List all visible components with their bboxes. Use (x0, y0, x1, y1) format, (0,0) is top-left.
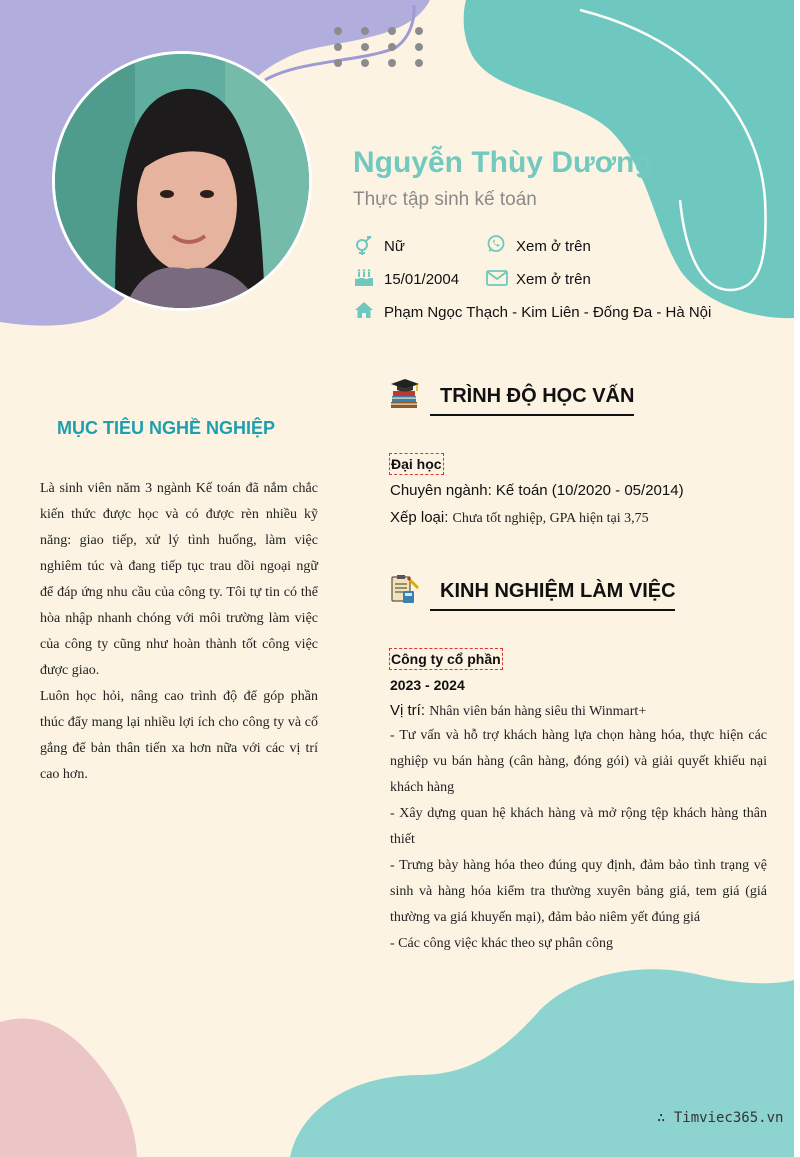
envelope-icon (486, 270, 508, 286)
education-title-underline (430, 414, 634, 416)
candidate-name: Nguyễn Thùy Dương (353, 146, 653, 179)
teal-bottom-blob (290, 969, 794, 1157)
objective-paragraph: Là sinh viên năm 3 ngành Kế toán đã nắm chắc kiến thức được học và có được rèn nhiều kỹ năng: giao tiếp, xử lý tình huống, làm việc nghiêm túc và đang tiếp tục trau dồi ngoại ngữ để đáp ứng nhu cầu của công ty. Tôi tự tin có thể hòa nhập nhanh chóng với môi trường làm việc của công ty cũng như hoàn thành tốt công việc được giao. (40, 481, 318, 678)
objective-title: MỤC TIÊU NGHỀ NGHIỆP (57, 418, 276, 438)
experience-position (390, 702, 646, 720)
experience-company: Công ty cổ phần (389, 648, 503, 670)
birthday-value: 15/01/2004 (384, 271, 460, 288)
objective-paragraph: Luôn học hỏi, nâng cao trình độ để góp phần thúc đẩy mang lại nhiều lợi ích cho công ty và cố gắng để bản thân tiến xa hơn nữa với các vị trí cao hơn. (40, 689, 318, 782)
major-value: Kế toán (10/2020 - 05/2014) (495, 482, 684, 499)
address-value: Phạm Ngọc Thạch - Kim Liên - Đống Đa - Hà Nội (384, 304, 712, 321)
candidate-job-title: Thực tập sinh kế toán (353, 189, 537, 210)
education-school: Đại học (389, 453, 444, 475)
phone-value: Xem ở trên (516, 238, 591, 255)
email-value: Xem ở trên (516, 271, 591, 288)
education-grade (390, 509, 649, 527)
duty-item: - Tư vấn và hỗ trợ khách hàng lựa chọn hàng hóa, thực hiện các nghiệp vu bán hàng (cân hàng, đóng gói) và giải quyết khiếu nại khách hàng (390, 728, 767, 795)
education-major (390, 482, 684, 499)
experience-title-underline (430, 609, 675, 611)
whatsapp-icon (486, 234, 506, 254)
gender-female-icon (354, 236, 374, 256)
work-tools-icon (389, 573, 421, 605)
graduation-books-icon (389, 378, 421, 410)
birthday-cake-icon (354, 269, 374, 287)
education-title: TRÌNH ĐỘ HỌC VẤN (440, 385, 635, 407)
gender-value: Nữ (384, 238, 405, 255)
grade-value: Chưa tốt nghiệp, GPA hiện tại 3,75 (452, 511, 649, 526)
home-icon (354, 301, 374, 319)
grade-label: Xếp loại: (390, 509, 449, 526)
experience-title: KINH NGHIỆM LÀM VIỆC (440, 580, 676, 602)
avatar (52, 51, 312, 311)
major-label: Chuyên ngành: (390, 482, 492, 499)
position-label: Vị trí: (390, 702, 426, 719)
objective-text (40, 476, 318, 788)
pink-bottom-blob (0, 1018, 137, 1157)
duty-item: - Xây dựng quan hệ khách hàng và mở rộng tệp khách hàng thân thiết (390, 806, 767, 847)
avatar-portrait (55, 54, 309, 308)
duty-item: - Trưng bày hàng hóa theo đúng quy định, đảm bảo tình trạng vệ sinh và hàng hóa kiểm tra thường xuyên bảng giá, tem giá (giá thường va giá khuyến mại), đảm bảo niêm yết đúng giá (390, 858, 767, 925)
experience-period: 2023 - 2024 (390, 677, 465, 693)
experience-duties (390, 723, 767, 957)
position-value: Nhân viên bán hàng siêu thi Winmart+ (429, 704, 647, 719)
duty-item: - Các công việc khác theo sự phân công (390, 936, 613, 951)
footer-brand: ∴ Timviec365.vn (657, 1110, 784, 1126)
